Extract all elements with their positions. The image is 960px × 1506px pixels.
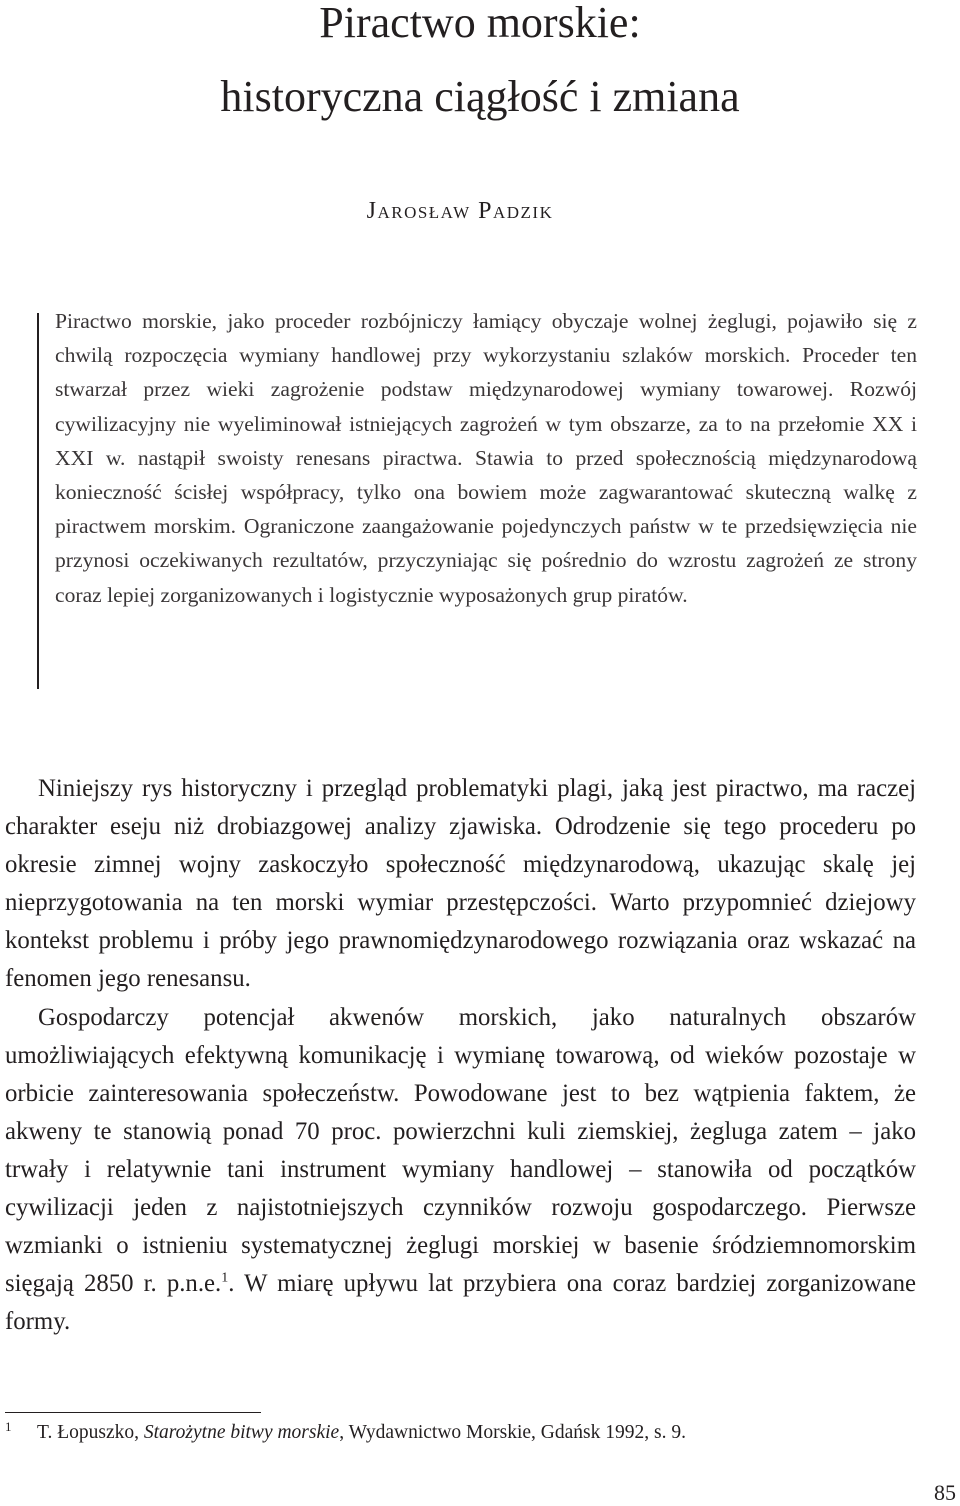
article-title-line-2: historyczna ciągłość i zmiana — [220, 72, 740, 121]
author-name: Jarosław Padzik — [366, 198, 554, 224]
page-number: 85 — [934, 1480, 956, 1505]
footnote-details: , Wydawnictwo Morskie, Gdańsk 1992, s. 9. — [339, 1422, 686, 1443]
paragraph-2-text-a: Gospodarczy potencjał akwenów morskich, jako naturalnych obszarów umożliwiających efektywną komunikację i wymianę towarową, od wieków pozostaje w orbicie zainteresowania społeczeństw. Powodowane jest to bez wątpienia faktem, że akweny te stanowią ponad 70 proc. powierzchni kuli ziemskiej, żegluga zatem – jako trwały i relatywnie tani instrument wymiany handlowej – stanowiła od początków cywilizacji jeden z najistotniejszych czynników rozwoju gospodarczego. Pierwsze wzmianki o istnieniu systematycznej żeglugi morskiej w basenie śródziemnomorskim sięgają 2850 r. p.n.e. — [5, 1003, 916, 1298]
footnote-book-title: Starożytne bitwy morskie — [143, 1422, 340, 1443]
footnote-reference[interactable]: 1 — [221, 1270, 229, 1286]
paragraph-2 — [5, 999, 916, 1342]
article-title-line-1: Piractwo morskie: — [319, 0, 641, 47]
abstract-rule — [37, 313, 39, 689]
paragraph-2-text-b: . W miarę upływu lat przybiera ona coraz bardziej zorganizowane formy. — [5, 1270, 916, 1336]
footnote-author: T. Łopuszko, — [37, 1422, 144, 1443]
footnote-rule — [5, 1412, 261, 1413]
body-text — [5, 770, 916, 1341]
abstract: Piractwo morskie, jako proceder rozbójniczy łamiący obyczaje wolnej żeglugi, pojawiło się z chwilą rozpoczęcia wymiany handlowej przy wykorzystaniu szlaków morskich. Proceder ten stwarzał przez wieki zagrożenie podstaw międzynarodowej wymiany towarowej. Rozwój cywilizacyjny nie wyeliminował istniejących zagrożeń w tym obszarze, za to na przełomie XX i XXI w. nastąpił swoisty renesans piractwa. Stawia to przed społecznością międzynarodową konieczność ścisłej współpracy, tylko ona bowiem może zagwarantować skuteczną walkę z piractwem morskim. Ograniczone zaangażowanie pojedynczych państw w te przedsięwzięcia nie przynosi oczekiwanych rezultatów, przyczyniając się pośrednio do wzrostu zagrożeń ze strony coraz lepiej zorganizowanych i logistycznie wyposażonych grup piratów. — [55, 309, 917, 607]
footnote: 1 T. Łopuszko, Starożytne bitwy morskie, Wydawnictwo Morskie, Gdańsk 1992, s. 9. — [5, 1418, 686, 1443]
paragraph-1: Niniejszy rys historyczny i przegląd problematyki plagi, jaką jest piractwo, ma raczej charakter eseju niż drobiazgowej analizy zjawiska. Odrodzenie się tego procederu po okresie zimnej wojny zaskoczyło społeczność międzynarodową, ukazując skalę jej nieprzygotowania na ten morski wymiar przestępczości. Warto przypomnieć dziejowy kontekst problemu i próby jego prawnomiędzynarodowego rozwiązania oraz wskazać na fenomen jego renesansu. — [5, 775, 916, 993]
